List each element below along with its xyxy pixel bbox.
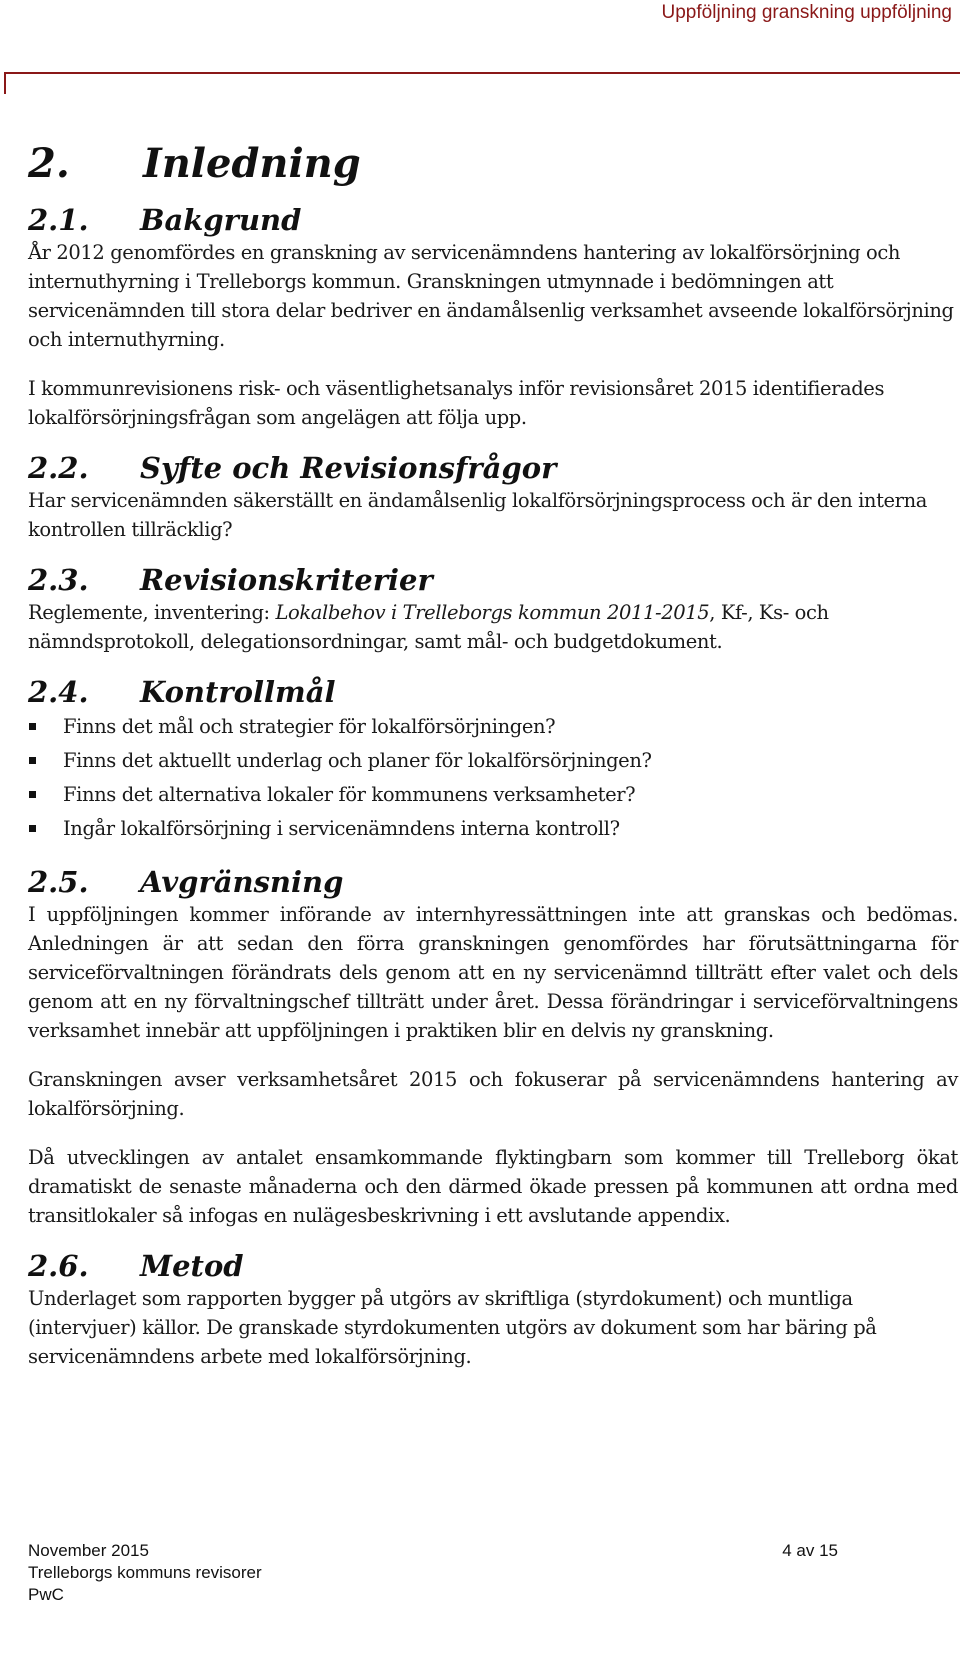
paragraph: I kommunrevisionens risk- och väsentlighetsanalys inför revisionsåret 2015 identifierades lokalförsörjningsfrågan som angelägen att följa upp.	[28, 377, 885, 429]
paragraph: År 2012 genomfördes en granskning av servicenämndens hantering av lokalförsörjning och internuthyrning i Trelleborgs kommun. Granskningen utmynnade i bedömningen att servicenämnden till stora delar bedriver en ändamålsenlig verksamhet avseende lokalförsörjning och internuthyrning.	[28, 241, 954, 351]
criteria-paragraph	[28, 598, 958, 656]
chapter-number: 2.	[28, 140, 70, 187]
list-item: Finns det aktuellt underlag och planer för lokalförsörjningen?	[28, 744, 958, 778]
section-title: Kontrollmål	[140, 675, 336, 709]
running-header: Uppföljning granskning uppföljning	[661, 2, 952, 23]
square-bullet-icon	[29, 791, 36, 798]
section-heading-revisionskriterier	[28, 562, 958, 598]
paragraph: Granskningen avser verksamhetsåret 2015 och fokuserar på servicenämndens hantering av lokalförsörjning.	[28, 1068, 958, 1120]
section-heading-kontrollmal	[28, 674, 958, 710]
paragraph: Underlaget som rapporten bygger på utgörs av skriftliga (styrdokument) och muntliga (intervjuer) källor. De granskade styrdokumenten utgörs av dokument som har bäring på servicenämndens arbete med lokalförsörjning.	[28, 1287, 877, 1368]
footer-firm: PwC	[28, 1585, 64, 1604]
criteria-prefix: Reglemente, inventering:	[28, 601, 276, 624]
header-rule	[4, 72, 960, 74]
section-number: 2.3.	[28, 563, 89, 597]
paragraph: I uppföljningen kommer införande av internhyressättningen inte att granskas och bedömas. Anledningen är att sedan den förra granskningen genomfördes har förutsättningarna för serviceförvaltningen förändrats dels genom att en ny servicenämnd tillträtt efter valet och dels genom att en ny förvaltningschef tillträtt under året. Dessa förändringar i serviceförvaltningens verksamhet innebär att uppföljningen i praktiken blir en delvis ny granskning.	[28, 903, 958, 1042]
footer-organization: Trelleborgs kommuns revisorer	[28, 1563, 262, 1582]
chapter-title: Inledning	[143, 140, 361, 187]
page-footer	[28, 1540, 838, 1606]
list-item: Finns det mål och strategier för lokalförsörjningen?	[28, 710, 958, 744]
square-bullet-icon	[29, 825, 36, 832]
section-number: 2.2.	[28, 451, 89, 485]
section-heading-syfte	[28, 450, 958, 486]
section-heading-avgransning	[28, 864, 958, 900]
section-title: Syfte och Revisionsfrågor	[140, 451, 557, 485]
page-number: 4 av 15	[782, 1541, 838, 1560]
paragraph: Har servicenämnden säkerställt en ändamålsenlig lokalförsörjningsprocess och är den interna kontrollen tillräcklig?	[28, 489, 927, 541]
criteria-document-title: Lokalbehov i Trelleborgs kommun 2011-2015	[275, 601, 710, 624]
section-number: 2.1.	[28, 203, 89, 237]
section-title: Avgränsning	[140, 865, 344, 899]
section-number: 2.5.	[28, 865, 89, 899]
criteria-suffix: , Kf-, Ks- och nämndsprotokoll, delegationsordningar, samt mål- och budgetdokument.	[28, 601, 829, 653]
list-item: Ingår lokalförsörjning i servicenämndens interna kontroll?	[28, 812, 958, 846]
section-number: 2.4.	[28, 675, 89, 709]
control-objectives-list	[28, 710, 958, 846]
header-rule-tick	[4, 72, 6, 94]
square-bullet-icon	[29, 757, 36, 764]
footer-date: November 2015	[28, 1541, 149, 1560]
paragraph: Då utvecklingen av antalet ensamkommande flyktingbarn som kommer till Trelleborg ökat dramatiskt de senaste månaderna och den därmed ökade pressen på kommunen att ordna med transitlokaler så infogas en nulägesbeskrivning i ett avslutande appendix.	[28, 1146, 958, 1227]
list-item: Finns det alternativa lokaler för kommunens verksamheter?	[28, 778, 958, 812]
page-content	[28, 140, 958, 1371]
square-bullet-icon	[29, 723, 36, 730]
section-title: Revisionskriterier	[140, 563, 433, 597]
section-title: Metod	[140, 1249, 244, 1283]
section-heading-bakgrund	[28, 202, 958, 238]
section-heading-metod	[28, 1248, 958, 1284]
chapter-heading	[28, 140, 958, 188]
section-number: 2.6.	[28, 1249, 89, 1283]
section-title: Bakgrund	[140, 203, 302, 237]
